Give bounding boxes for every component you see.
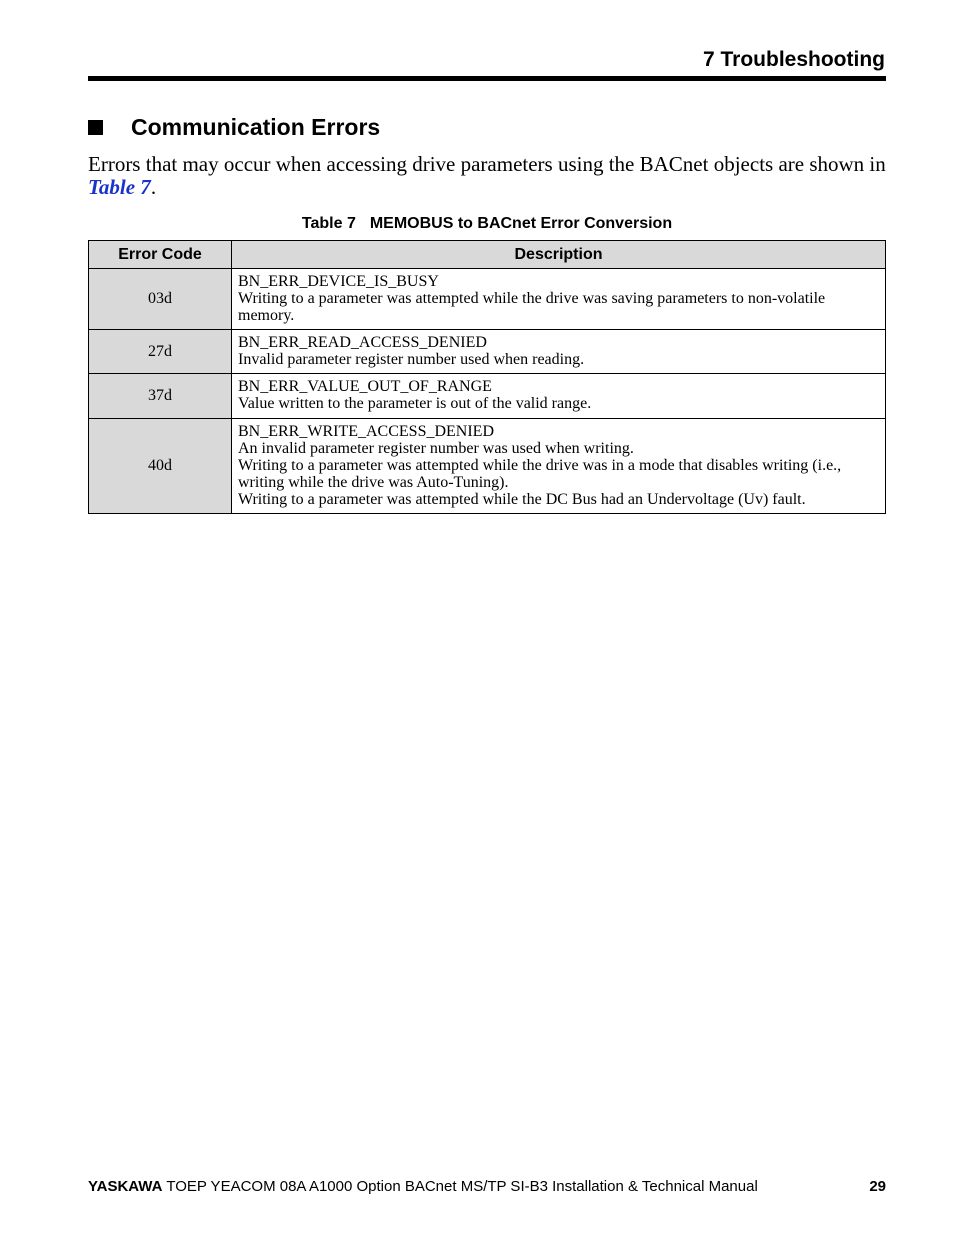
header-rule xyxy=(88,76,886,81)
black-square-icon xyxy=(88,120,103,135)
chapter-title: 7 Troubleshooting xyxy=(703,48,885,71)
intro-text: Errors that may occur when accessing drive parameters using the BACnet objects are shown in xyxy=(88,152,886,176)
table-caption xyxy=(88,215,886,233)
error-code-cell: 03d xyxy=(89,269,232,330)
header-description: Description xyxy=(232,241,886,269)
error-code-cell: 37d xyxy=(89,374,232,419)
error-code-cell: 27d xyxy=(89,330,232,374)
error-constant: BN_ERR_DEVICE_IS_BUSY xyxy=(238,273,439,290)
error-constant: BN_ERR_READ_ACCESS_DENIED xyxy=(238,334,487,351)
table-caption-title: MEMOBUS to BACnet Error Conversion xyxy=(369,215,673,232)
description-cell xyxy=(232,419,886,514)
table-7-link[interactable]: Table 7 xyxy=(88,175,151,199)
intro-paragraph xyxy=(88,153,888,199)
table-row xyxy=(89,374,886,419)
error-constant: BN_ERR_VALUE_OUT_OF_RANGE xyxy=(238,378,492,395)
section-heading xyxy=(88,114,380,141)
footer-brand: YASKAWA xyxy=(88,1178,163,1195)
description-cell xyxy=(232,330,886,374)
description-line: Value written to the parameter is out of the valid range. xyxy=(238,395,592,412)
table-caption-number: Table 7 xyxy=(301,215,356,232)
page-number: 29 xyxy=(869,1178,886,1195)
footer-manual-title: TOEP YEACOM 08A A1000 Option BACnet MS/TP SI-B3 Installation & Technical Manual xyxy=(162,1178,758,1195)
section-heading-text: Communication Errors xyxy=(131,114,381,140)
description-line: Writing to a parameter was attempted while the drive was in a mode that disables writing (i.e., writing while the drive was Auto-Tuning). xyxy=(238,457,842,491)
page-footer xyxy=(88,1178,886,1198)
description-line: Invalid parameter register number used when reading. xyxy=(238,351,585,368)
description-line: Writing to a parameter was attempted while the drive was saving parameters to non-volatile memory. xyxy=(238,290,826,324)
description-line: An invalid parameter register number was used when writing. xyxy=(238,440,634,457)
table-header-row xyxy=(89,241,886,269)
description-line: Writing to a parameter was attempted while the DC Bus had an Undervoltage (Uv) fault. xyxy=(238,491,806,508)
table-row xyxy=(89,330,886,374)
error-conversion-table xyxy=(88,240,886,514)
description-cell xyxy=(232,374,886,419)
table-row xyxy=(89,419,886,514)
error-constant: BN_ERR_WRITE_ACCESS_DENIED xyxy=(238,423,494,440)
intro-end: . xyxy=(150,175,157,199)
header-error-code: Error Code xyxy=(89,241,232,269)
table-row xyxy=(89,269,886,330)
description-cell xyxy=(232,269,886,330)
error-code-cell: 40d xyxy=(89,419,232,514)
